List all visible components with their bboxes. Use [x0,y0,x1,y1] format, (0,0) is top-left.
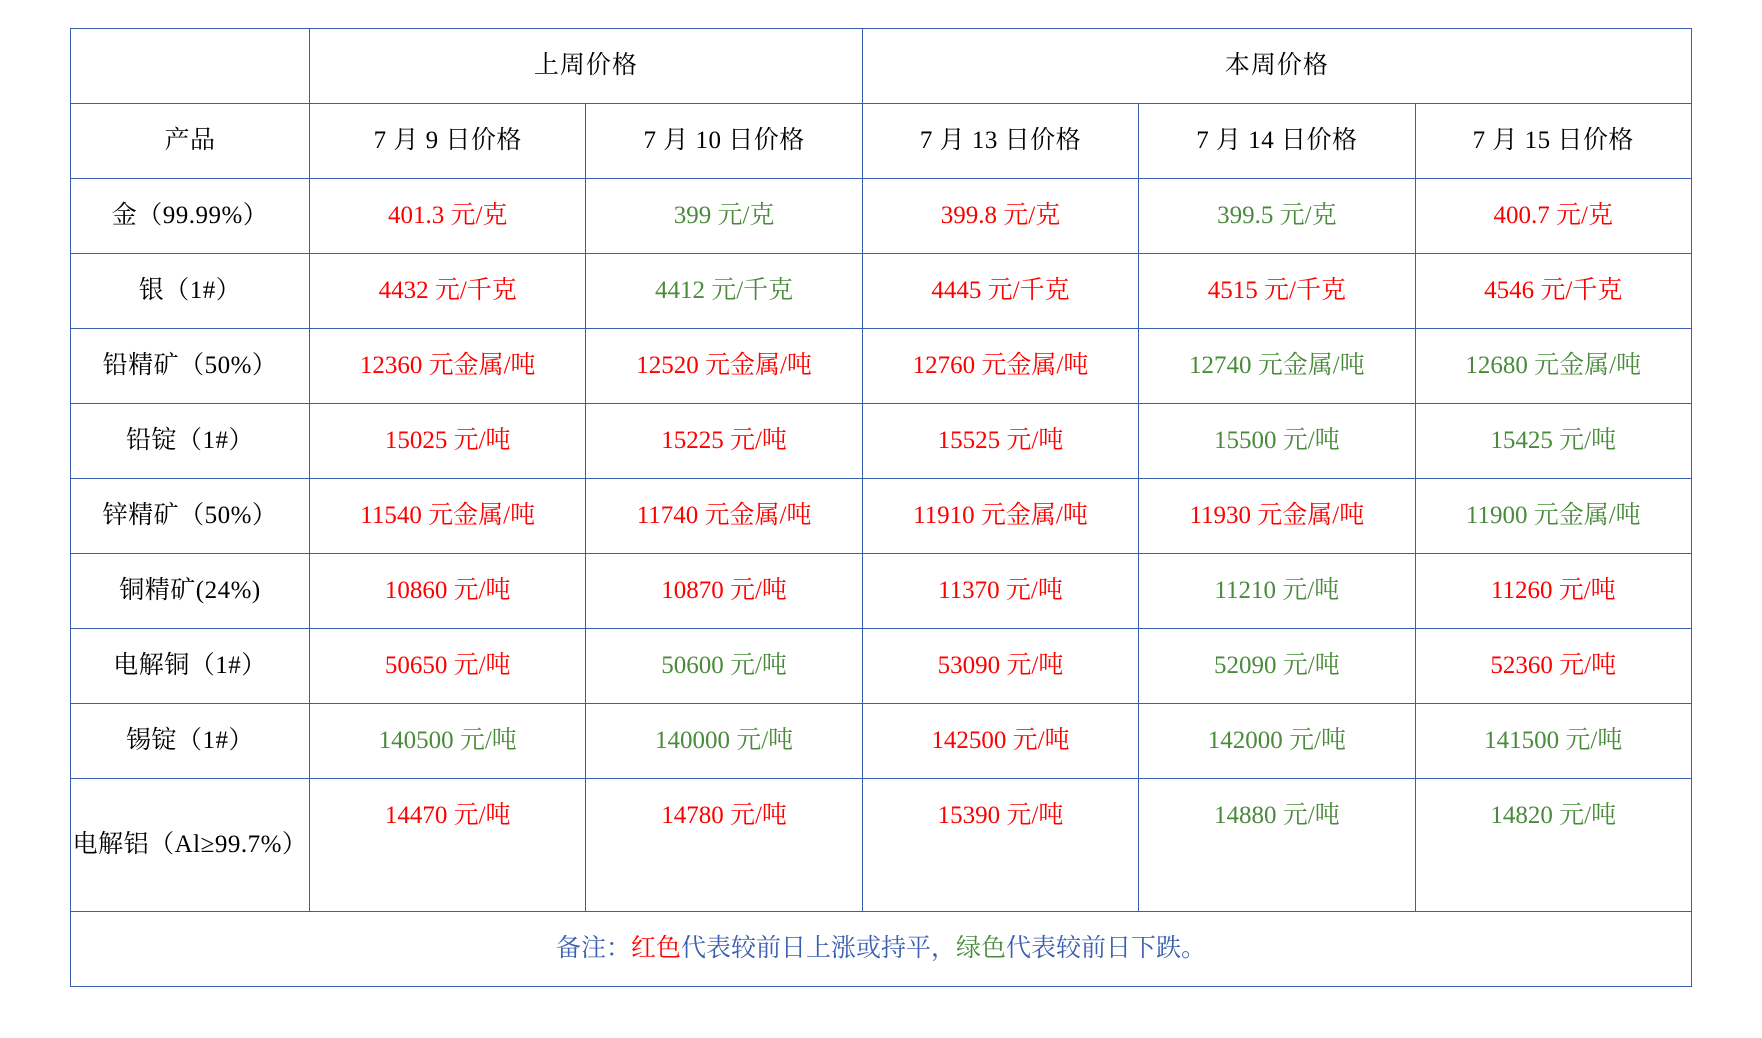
price-cell [862,554,1138,629]
price-cell [1139,254,1415,329]
price-cell [1139,704,1415,779]
price-value: 141500 元/吨 [1484,727,1623,755]
price-cell [1139,479,1415,554]
price-value: 399.5 元/克 [1217,202,1337,230]
column-header-jul09: 7 月 9 日价格 [310,104,586,179]
price-cell [310,179,586,254]
price-value: 15425 元/吨 [1490,427,1617,455]
price-value: 14820 元/吨 [1490,802,1617,829]
column-header-jul15: 7 月 15 日价格 [1415,104,1691,179]
price-value: 12760 元金属/吨 [912,352,1089,380]
price-cell [310,704,586,779]
price-value: 4546 元/千克 [1484,277,1623,305]
price-value: 140500 元/吨 [378,727,517,755]
price-value: 11910 元金属/吨 [913,502,1088,530]
product-name: 铅精矿（50%） [71,329,310,404]
price-value: 11260 元/吨 [1490,577,1616,605]
price-cell [586,779,862,912]
product-name: 铅锭（1#） [71,404,310,479]
price-value: 14470 元/吨 [384,802,511,829]
column-header-jul10: 7 月 10 日价格 [586,104,862,179]
price-cell [310,254,586,329]
group-header-last-week: 上周价格 [310,29,863,104]
product-name: 银（1#） [71,254,310,329]
price-value: 15225 元/吨 [661,427,787,455]
note-green-keyword: 绿色 [956,935,1007,963]
note-middle-text: 代表较前日上涨或持平， [680,935,956,963]
price-cell [586,329,862,404]
group-header-empty [71,29,310,104]
table-row [71,329,1692,404]
price-value: 15525 元/吨 [937,427,1064,455]
price-value: 4515 元/千克 [1207,277,1346,305]
price-cell [310,779,586,912]
price-cell [310,404,586,479]
price-cell [862,779,1138,912]
table-row [71,704,1692,779]
note-end-text: 代表较前日下跌。 [1006,935,1207,963]
product-name: 电解铝（Al≥99.7%） [71,779,310,912]
price-value: 52360 元/吨 [1490,652,1617,680]
price-value: 140000 元/吨 [654,727,794,755]
price-value: 52090 元/吨 [1214,652,1340,680]
price-cell [1415,629,1691,704]
column-header-jul14: 7 月 14 日价格 [1139,104,1415,179]
price-cell [1139,404,1415,479]
price-cell [586,404,862,479]
note-cell [71,912,1692,987]
price-value: 11540 元金属/吨 [360,502,536,530]
price-cell [862,404,1138,479]
table-row [71,254,1692,329]
price-cell [1139,329,1415,404]
price-cell [310,554,586,629]
price-cell [1415,329,1691,404]
price-cell [1415,554,1691,629]
table-row [71,404,1692,479]
price-cell [862,479,1138,554]
product-name: 锡锭（1#） [71,704,310,779]
price-value: 4432 元/千克 [378,277,517,305]
price-cell [1139,179,1415,254]
note-row [71,912,1692,987]
table-row [71,179,1692,254]
metal-price-table [70,28,1692,987]
group-header-row [71,29,1692,104]
price-value: 14780 元/吨 [661,802,787,829]
price-value: 14880 元/吨 [1214,802,1340,829]
table-row [71,479,1692,554]
price-cell [310,329,586,404]
price-value: 15025 元/吨 [384,427,511,455]
price-value: 12680 元金属/吨 [1465,352,1642,380]
price-cell [1139,779,1415,912]
price-value: 15500 元/吨 [1214,427,1340,455]
price-value: 142500 元/吨 [931,727,1070,755]
price-value: 142000 元/吨 [1207,727,1346,755]
price-cell [586,554,862,629]
product-name: 电解铜（1#） [71,629,310,704]
price-cell [1415,404,1691,479]
product-name: 金（99.99%） [71,179,310,254]
price-cell [586,179,862,254]
price-value: 12360 元金属/吨 [359,352,536,380]
note-red-keyword: 红色 [630,935,681,963]
price-cell [862,179,1138,254]
table-row [71,629,1692,704]
price-value: 15390 元/吨 [937,802,1064,829]
table-row [71,779,1692,912]
price-value: 53090 元/吨 [937,652,1064,680]
price-cell [586,254,862,329]
price-cell [862,629,1138,704]
price-value: 10860 元/吨 [384,577,511,605]
price-cell [862,704,1138,779]
price-value: 50650 元/吨 [384,652,511,680]
price-value: 401.3 元/克 [387,202,508,230]
product-name: 锌精矿（50%） [71,479,310,554]
price-cell [862,329,1138,404]
price-cell [1139,554,1415,629]
product-name: 铜精矿(24%) [71,554,310,629]
group-header-this-week: 本周价格 [862,29,1691,104]
price-cell [310,629,586,704]
price-value: 11740 元金属/吨 [636,502,812,530]
table-row [71,554,1692,629]
price-value: 399.8 元/克 [940,202,1061,230]
price-cell [1415,254,1691,329]
price-value: 50600 元/吨 [661,652,787,680]
price-cell [1415,779,1691,912]
price-value: 400.7 元/克 [1493,202,1613,230]
price-cell [1415,704,1691,779]
price-cell [1415,479,1691,554]
price-value: 399 元/克 [673,202,775,230]
column-header-product: 产品 [71,104,310,179]
price-cell [862,254,1138,329]
price-value: 11210 元/吨 [1214,577,1340,605]
price-value: 11900 元金属/吨 [1465,502,1641,530]
price-value: 12740 元金属/吨 [1189,352,1365,380]
price-value: 11930 元金属/吨 [1189,502,1365,530]
price-cell [1415,179,1691,254]
price-value: 12520 元金属/吨 [636,352,812,380]
price-value: 10870 元/吨 [661,577,787,605]
price-value: 4445 元/千克 [931,277,1070,305]
note-label: 备注： [555,935,631,963]
price-cell [310,479,586,554]
price-value: 4412 元/千克 [654,277,794,305]
price-cell [1139,629,1415,704]
table-body [71,29,1692,987]
price-cell [586,704,862,779]
column-header-jul13: 7 月 13 日价格 [862,104,1138,179]
price-cell [586,479,862,554]
price-cell [586,629,862,704]
price-value: 11370 元/吨 [938,577,1063,605]
column-header-row [71,104,1692,179]
